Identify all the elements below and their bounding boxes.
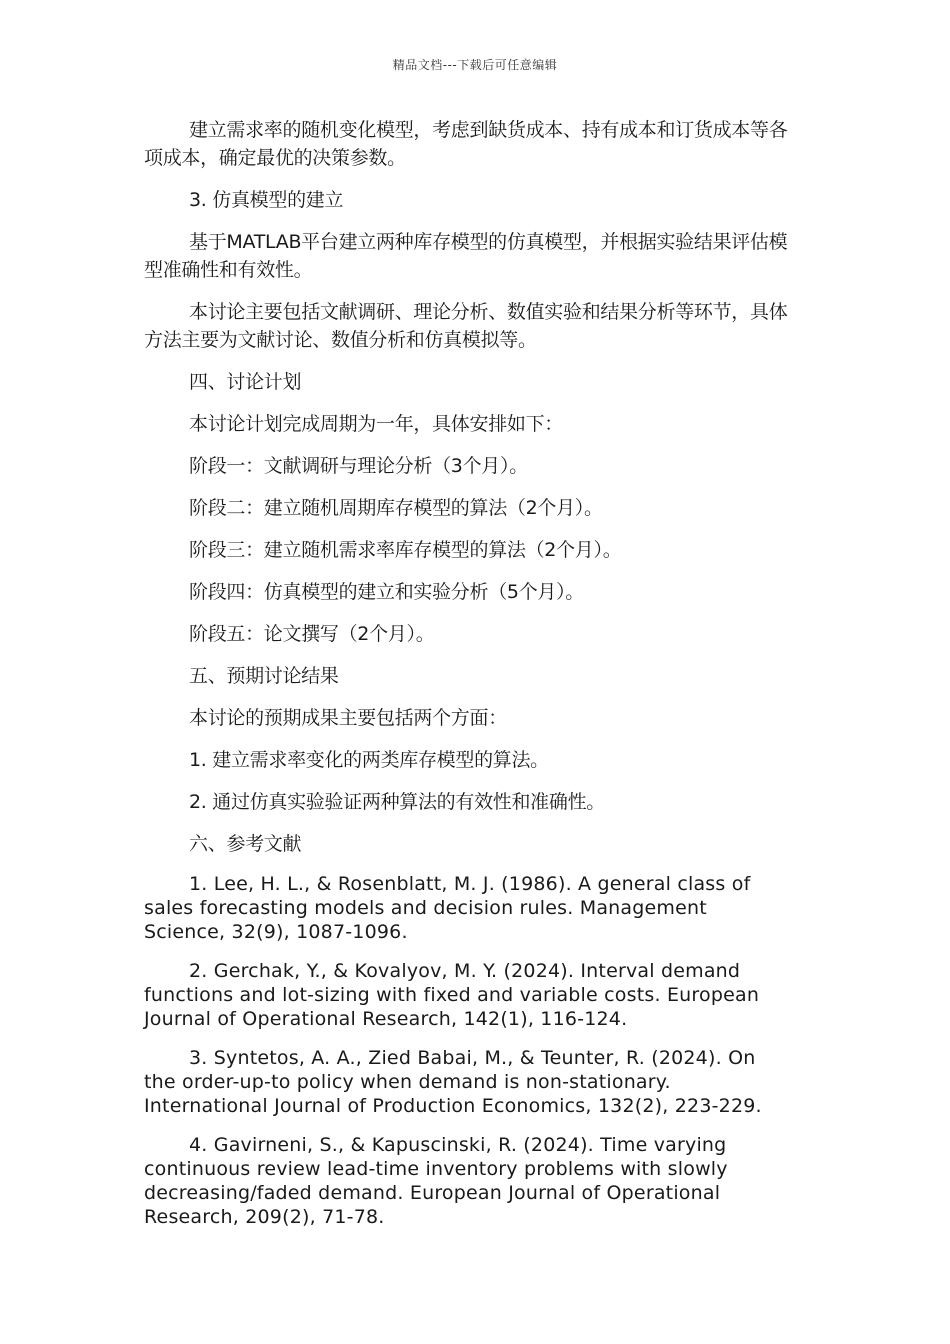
reference-item: 1. Lee, H. L., & Rosenblatt, M. J. (1986). A general class of sales forecasting models and decision rules. Management Science, 32(9), 1087-1096.	[144, 873, 751, 943]
stage-item: 阶段二：建立随机周期库存模型的算法（2个月）。	[189, 497, 603, 519]
document-body	[144, 116, 806, 1244]
subheading-simulation: 3. 仿真模型的建立	[189, 189, 344, 211]
result-item: 1. 建立需求率变化的两类库存模型的算法。	[189, 749, 549, 771]
stage-item: 阶段一：文献调研与理论分析（3个月）。	[189, 455, 528, 477]
stage-item: 阶段四：仿真模型的建立和实验分析（5个月）。	[189, 581, 584, 603]
section-heading-results: 五、预期讨论结果	[189, 665, 339, 687]
stage-item: 阶段五：论文撰写（2个月）。	[189, 623, 435, 645]
stage-item: 阶段三：建立随机需求率库存模型的算法（2个月）。	[189, 539, 622, 561]
results-intro: 本讨论的预期成果主要包括两个方面：	[189, 707, 507, 729]
reference-item: 2. Gerchak, Y., & Kovalyov, M. Y. (2024). Interval demand functions and lot-sizing with fixed and variable costs. European Journal of Operational Research, 142(1), 116-124.	[144, 960, 760, 1030]
plan-intro: 本讨论计划完成周期为一年，具体安排如下：	[189, 413, 564, 435]
section-heading-references: 六、参考文献	[189, 833, 302, 855]
paragraph-matlab: 基于MATLAB平台建立两种库存模型的仿真模型，并根据实验结果评估模型准确性和有效性。	[144, 231, 788, 281]
paragraph-demand-model: 建立需求率的随机变化模型，考虑到缺货成本、持有成本和订货成本等各项成本，确定最优的决策参数。	[144, 119, 788, 169]
reference-item: 3. Syntetos, A. A., Zied Babai, M., & Teunter, R. (2024). On the order-up-to policy when demand is non-stationary. International Journal of Production Economics, 132(2), 223-229.	[144, 1047, 762, 1117]
page-header: 精品文档---下载后可任意编辑	[392, 58, 558, 72]
section-heading-plan: 四、讨论计划	[189, 371, 302, 393]
result-item: 2. 通过仿真实验验证两种算法的有效性和准确性。	[189, 791, 605, 813]
paragraph-methods: 本讨论主要包括文献调研、理论分析、数值实验和结果分析等环节，具体方法主要为文献讨论、数值分析和仿真模拟等。	[144, 301, 788, 351]
reference-item: 4. Gavirneni, S., & Kapuscinski, R. (2024). Time varying continuous review lead-time inventory problems with slowly decreasing/faded demand. European Journal of Operational Research, 209(2), 71-78.	[144, 1134, 728, 1228]
